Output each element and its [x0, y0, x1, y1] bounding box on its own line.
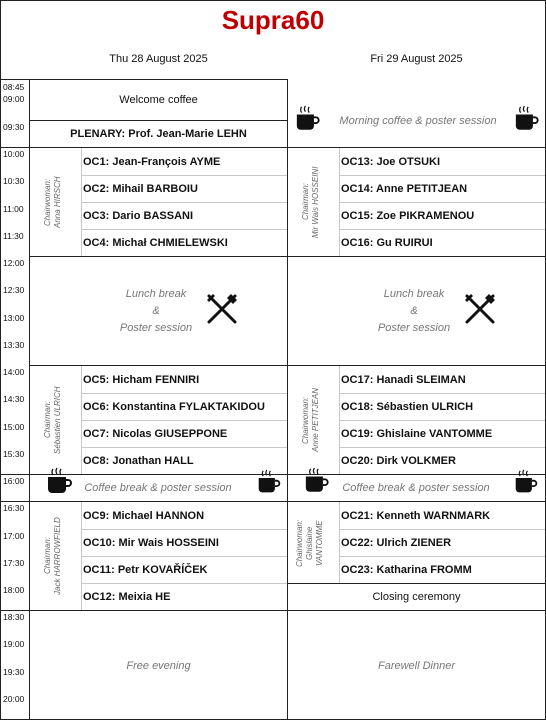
talk-item: OC15: Zoe PIKRAMENOU: [341, 210, 475, 222]
talk-item: OC7: Nicolas GIUSEPPONE: [83, 428, 228, 440]
closing-ceremony: Closing ceremony: [372, 591, 461, 603]
time-label: 13:30: [3, 340, 25, 350]
talk-item: OC20: Dirk VOLKMER: [341, 455, 456, 467]
cutlery-icon: [463, 292, 497, 326]
chair-label-d1s2: Chairman: Sébastien ULRICH: [43, 386, 62, 454]
coffee-cup-icon: [45, 467, 73, 495]
coffee-cup-icon: [294, 105, 321, 132]
talk-item: OC18: Sébastien ULRICH: [341, 401, 474, 413]
coffee-cup-icon: [513, 469, 538, 494]
time-label: 10:30: [3, 176, 25, 186]
talk-item: OC1: Jean-François AYME: [83, 156, 221, 168]
talk-item: OC22: Ulrich ZIENER: [341, 537, 452, 549]
lunch-break-d2: Lunch break & Poster session: [377, 287, 451, 334]
day-header-1: Thu 28 August 2025: [109, 53, 208, 65]
time-label: 14:00: [3, 367, 25, 377]
welcome-coffee: Welcome coffee: [119, 94, 198, 106]
talk-item: OC6: Konstantina FYLAKTAKIDOU: [83, 401, 265, 413]
talk-item: OC16: Gu RUIRUI: [341, 237, 433, 249]
time-label: 14:30: [3, 394, 25, 404]
farewell-dinner: Farewell Dinner: [377, 659, 456, 672]
time-label: 12:00: [3, 258, 25, 268]
talk-item: OC19: Ghislaine VANTOMME: [341, 428, 493, 440]
coffee-break-d2: Coffee break & poster session: [342, 482, 490, 494]
time-label: 11:00: [3, 204, 24, 214]
time-label: 20:00: [3, 694, 25, 704]
talk-item: OC11: Petr KOVAŘÍČEK: [83, 564, 208, 576]
talk-item: OC4: Michał CHMIELEWSKI: [83, 237, 228, 249]
talk-item: OC14: Anne PETITJEAN: [341, 183, 468, 195]
talk-item: OC8: Jonathan HALL: [83, 455, 194, 467]
chair-label-d2s3: Chairwoman: Ghislaine VANTOMME: [295, 519, 324, 567]
coffee-break-d1: Coffee break & poster session: [84, 482, 232, 494]
morning-coffee: Morning coffee & poster session: [339, 115, 497, 127]
plenary-lecture: PLENARY: Prof. Jean-Marie LEHN: [70, 128, 247, 140]
time-label: 19:30: [3, 667, 25, 677]
time-label: 11:30: [3, 231, 24, 241]
coffee-cup-icon: [303, 467, 330, 494]
coffee-cup-icon: [513, 105, 540, 132]
time-label: 15:30: [3, 449, 25, 459]
time-label: 09:30: [3, 122, 25, 132]
cutlery-icon: [205, 292, 239, 326]
talk-item: OC2: Mihail BARBOIU: [83, 183, 198, 195]
talk-item: OC12: Meixia HE: [83, 591, 171, 603]
time-label: 19:00: [3, 639, 25, 649]
time-label: 17:30: [3, 558, 25, 568]
chair-label-d2s2: Chairwoman: Anne PETITJEAN: [301, 387, 320, 453]
time-label: 10:00: [3, 149, 25, 159]
lunch-break-d1: Lunch break & Poster session: [119, 287, 193, 334]
talk-item: OC5: Hicham FENNIRI: [83, 374, 200, 386]
time-label: 18:30: [3, 612, 25, 622]
chair-label-d2s1: Chairman: Mir Wais HOSSEINI: [301, 166, 320, 238]
time-label: 12:30: [3, 285, 25, 295]
talk-item: OC21: Kenneth WARNMARK: [341, 510, 491, 522]
talk-item: OC3: Dario BASSANI: [83, 210, 194, 222]
time-label: 13:00: [3, 313, 25, 323]
coffee-cup-icon: [256, 469, 281, 494]
talk-item: OC23: Katharina FROMM: [341, 564, 472, 576]
day-header-2: Fri 29 August 2025: [370, 53, 463, 65]
page-title: Supra60: [221, 5, 325, 35]
talk-item: OC13: Joe OTSUKI: [341, 156, 441, 168]
free-evening: Free evening: [126, 659, 191, 672]
time-label: 16:00: [3, 476, 25, 486]
talk-item: OC17: Hanadi SLEIMAN: [341, 374, 466, 386]
time-label: 16:30: [3, 503, 25, 513]
chair-label-d1s1: Chairwoman: Anna HIRSCH: [43, 176, 62, 228]
time-label: 15:00: [3, 422, 25, 432]
talk-item: OC9: Michael HANNON: [83, 510, 205, 522]
talk-item: OC10: Mir Wais HOSSEINI: [83, 537, 219, 549]
time-label: 18:00: [3, 585, 25, 595]
time-label: 17:00: [3, 531, 25, 541]
chair-label-d1s3: Chairman: Jack HARROWFIELD: [43, 517, 62, 595]
time-label: 08:45: [3, 82, 25, 92]
time-label: 09:00: [3, 94, 25, 104]
